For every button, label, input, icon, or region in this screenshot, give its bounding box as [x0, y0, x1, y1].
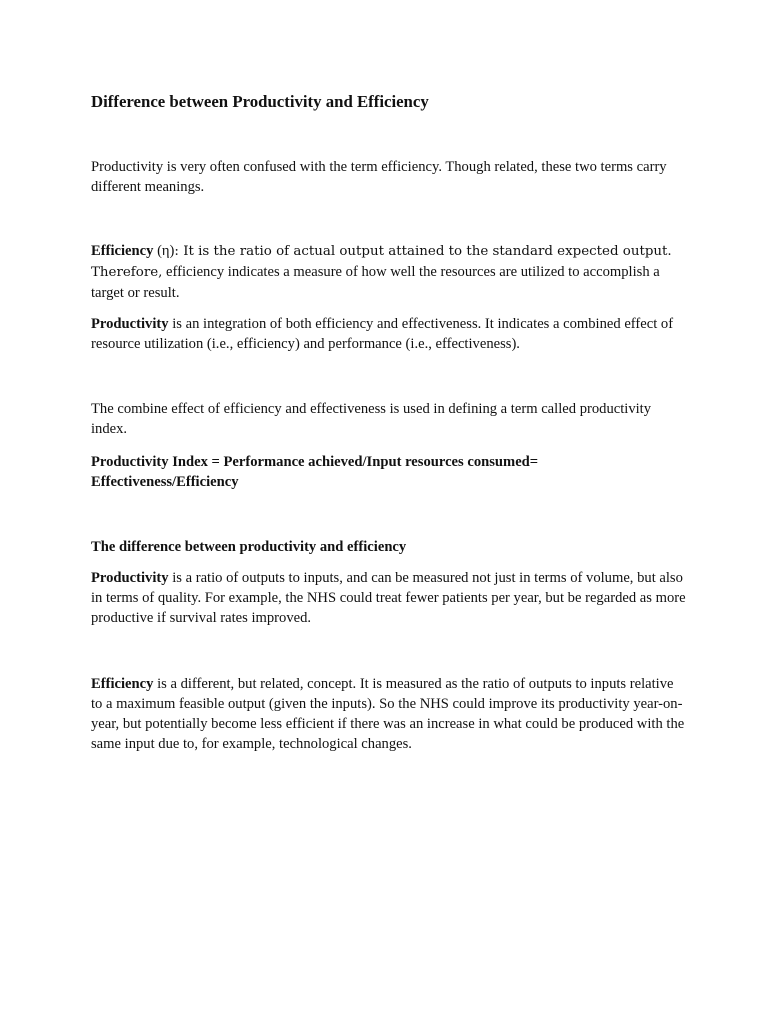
formula-line-2: Effectiveness/Efficiency — [91, 474, 239, 490]
efficiency-para-term: Efficiency — [91, 676, 154, 692]
efficiency-first-sentence: : It is the ratio of actual output attained to the standard expected output. Therefore, — [91, 244, 672, 280]
productivity-paragraph — [91, 568, 687, 628]
formula-line-1: Productivity Index = Performance achieved/Input resources consumed= — [91, 454, 539, 470]
document-title: Difference between Productivity and Efficiency — [91, 92, 429, 111]
productivity-para-term: Productivity — [91, 570, 169, 586]
productivity-para-text: is a ratio of outputs to inputs, and can be measured not just in terms of volume, but also in terms of quality. For example, the NHS could treat fewer patients per year, but be regarded as more productive if survival rates improved. — [91, 570, 686, 626]
productivity-definition-text: is an integration of both efficiency and effectiveness. It indicates a combined effect of resource utilization (i.e., efficiency) and performance (i.e., effectiveness). — [91, 316, 674, 352]
efficiency-paragraph — [91, 674, 687, 754]
combine-effect-paragraph: The combine effect of efficiency and effectiveness is used in defining a term called productivity index. — [91, 401, 652, 437]
efficiency-definition-rest: efficiency indicates a measure of how well the resources are utilized to accomplish a target or result. — [91, 264, 660, 301]
efficiency-para-text: is a different, but related, concept. It is measured as the ratio of outputs to inputs relative to a maximum feasible output (given the inputs). So the NHS could improve its productivity year-on-year, but potentially become less efficient if there was an increase in what could be produced with the same input due to, for example, technological changes. — [91, 676, 685, 752]
eta-symbol: (η) — [153, 243, 175, 259]
efficiency-term: Efficiency — [91, 243, 154, 259]
productivity-definition — [91, 314, 687, 354]
productivity-index-formula — [91, 452, 687, 492]
intro-paragraph: Productivity is very often confused with the term efficiency. Though related, these two terms carry different meanings. — [91, 159, 667, 195]
productivity-term: Productivity — [91, 316, 169, 332]
efficiency-definition — [91, 241, 687, 303]
section-heading: The difference between productivity and efficiency — [91, 539, 407, 555]
